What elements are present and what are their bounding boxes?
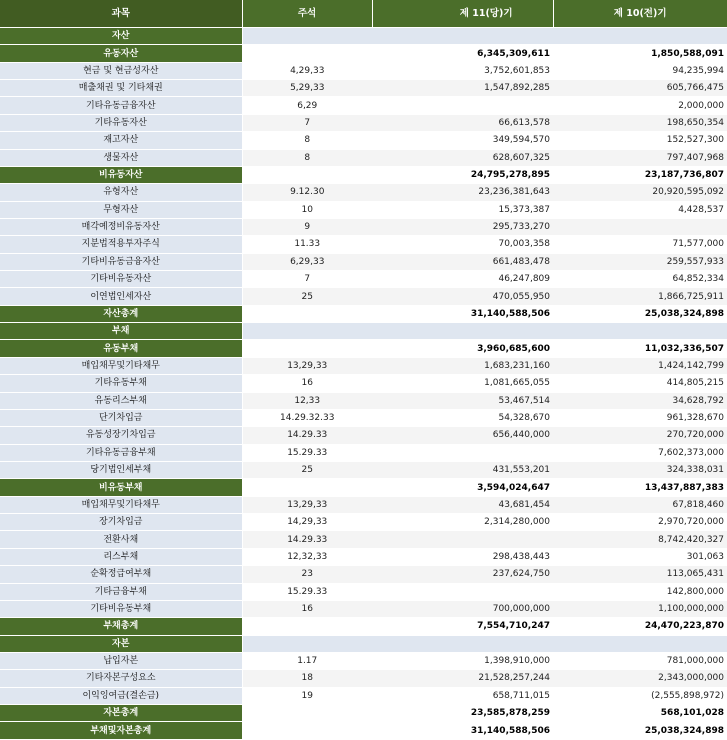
prior-period-cell: 24,470,223,870	[553, 618, 727, 635]
current-period-cell: 2,314,280,000	[372, 514, 553, 531]
table-row	[0, 236, 727, 253]
note-cell	[242, 45, 372, 62]
account-cell: 유동부채	[0, 340, 242, 357]
note-cell	[242, 618, 372, 635]
table-row	[0, 600, 727, 617]
prior-period-cell: 1,866,725,911	[553, 288, 727, 305]
account-cell: 자본	[0, 635, 242, 652]
account-cell: 유동리스부채	[0, 392, 242, 409]
account-cell: 장기차입금	[0, 514, 242, 531]
note-cell	[242, 28, 372, 45]
account-cell: 기타비유동자산	[0, 271, 242, 288]
account-cell: 생물자산	[0, 149, 242, 166]
note-cell	[242, 705, 372, 722]
prior-period-cell: 2,000,000	[553, 97, 727, 114]
prior-period-cell: 11,032,336,507	[553, 340, 727, 357]
table-row	[0, 80, 727, 97]
current-period-cell: 54,328,670	[372, 409, 553, 426]
current-period-cell: 24,795,278,895	[372, 166, 553, 183]
current-period-cell: 70,003,358	[372, 236, 553, 253]
table-row	[0, 271, 727, 288]
note-cell: 13,29,33	[242, 496, 372, 513]
header-account: 과목	[0, 0, 242, 28]
note-cell: 15.29.33	[242, 583, 372, 600]
table-row	[0, 427, 727, 444]
note-cell: 19	[242, 687, 372, 704]
current-period-cell	[372, 635, 553, 652]
prior-period-cell	[553, 323, 727, 340]
account-cell: 비유동부채	[0, 479, 242, 496]
account-cell: 기타비유동금융자산	[0, 253, 242, 270]
current-period-cell: 31,140,588,506	[372, 305, 553, 322]
account-cell: 비유동자산	[0, 166, 242, 183]
note-cell: 23	[242, 566, 372, 583]
current-period-cell: 295,733,270	[372, 218, 553, 235]
note-cell: 16	[242, 375, 372, 392]
prior-period-cell: 301,063	[553, 548, 727, 565]
note-cell	[242, 722, 372, 739]
note-cell: 12,32,33	[242, 548, 372, 565]
account-cell: 이익잉여금(결손금)	[0, 687, 242, 704]
current-period-cell: 6,345,309,611	[372, 45, 553, 62]
current-period-cell: 1,547,892,285	[372, 80, 553, 97]
current-period-cell	[372, 28, 553, 45]
table-row	[0, 409, 727, 426]
account-cell: 기타유동금융부채	[0, 444, 242, 461]
account-cell: 자산	[0, 28, 242, 45]
note-cell	[242, 635, 372, 652]
table-row	[0, 323, 727, 340]
prior-period-cell: 797,407,968	[553, 149, 727, 166]
prior-period-cell: (2,555,898,972)	[553, 687, 727, 704]
current-period-cell: 628,607,325	[372, 149, 553, 166]
account-cell: 순확정급여부채	[0, 566, 242, 583]
prior-period-cell: 23,187,736,807	[553, 166, 727, 183]
current-period-cell: 66,613,578	[372, 114, 553, 131]
prior-period-cell: 414,805,215	[553, 375, 727, 392]
table-row	[0, 45, 727, 62]
note-cell: 6,29,33	[242, 253, 372, 270]
account-cell: 기타자본구성요소	[0, 670, 242, 687]
header-current-period: 제 11(당)기	[372, 0, 553, 28]
table-row	[0, 444, 727, 461]
current-period-cell: 237,624,750	[372, 566, 553, 583]
table-row	[0, 305, 727, 322]
prior-period-cell: 71,577,000	[553, 236, 727, 253]
prior-period-cell: 605,766,475	[553, 80, 727, 97]
prior-period-cell: 20,920,595,092	[553, 184, 727, 201]
note-cell: 1.17	[242, 652, 372, 669]
current-period-cell: 1,683,231,160	[372, 357, 553, 374]
note-cell: 14.29.32.33	[242, 409, 372, 426]
note-cell: 16	[242, 600, 372, 617]
account-cell: 기타금융부채	[0, 583, 242, 600]
current-period-cell: 43,681,454	[372, 496, 553, 513]
note-cell	[242, 479, 372, 496]
table-row	[0, 635, 727, 652]
current-period-cell: 3,594,024,647	[372, 479, 553, 496]
account-cell: 현금 및 현금성자산	[0, 62, 242, 79]
table-row	[0, 62, 727, 79]
prior-period-cell: 568,101,028	[553, 705, 727, 722]
table-row	[0, 288, 727, 305]
table-row	[0, 340, 727, 357]
prior-period-cell: 781,000,000	[553, 652, 727, 669]
note-cell: 11.33	[242, 236, 372, 253]
prior-period-cell: 2,343,000,000	[553, 670, 727, 687]
account-cell: 부채총계	[0, 618, 242, 635]
current-period-cell: 298,438,443	[372, 548, 553, 565]
account-cell: 이연법인세자산	[0, 288, 242, 305]
note-cell: 14,29,33	[242, 514, 372, 531]
current-period-cell: 470,055,950	[372, 288, 553, 305]
prior-period-cell: 67,818,460	[553, 496, 727, 513]
table-row	[0, 722, 727, 739]
prior-period-cell: 1,850,588,091	[553, 45, 727, 62]
account-cell: 무형자산	[0, 201, 242, 218]
header-prior-period: 제 10(전)기	[553, 0, 727, 28]
prior-period-cell: 94,235,994	[553, 62, 727, 79]
note-cell: 13,29,33	[242, 357, 372, 374]
header-note: 주석	[242, 0, 372, 28]
current-period-cell	[372, 444, 553, 461]
note-cell	[242, 166, 372, 183]
current-period-cell: 23,236,381,643	[372, 184, 553, 201]
table-row	[0, 201, 727, 218]
table-row	[0, 357, 727, 374]
note-cell: 8	[242, 132, 372, 149]
note-cell	[242, 305, 372, 322]
prior-period-cell	[553, 218, 727, 235]
note-cell: 12,33	[242, 392, 372, 409]
note-cell: 6,29	[242, 97, 372, 114]
account-cell: 매각예정비유동자산	[0, 218, 242, 235]
table-row	[0, 652, 727, 669]
prior-period-cell: 152,527,300	[553, 132, 727, 149]
note-cell: 9.12.30	[242, 184, 372, 201]
account-cell: 매입채무및기타채무	[0, 496, 242, 513]
prior-period-cell: 198,650,354	[553, 114, 727, 131]
account-cell: 기타유동금융자산	[0, 97, 242, 114]
note-cell: 8	[242, 149, 372, 166]
prior-period-cell: 8,742,420,327	[553, 531, 727, 548]
prior-period-cell: 25,038,324,898	[553, 722, 727, 739]
current-period-cell: 15,373,387	[372, 201, 553, 218]
current-period-cell: 656,440,000	[372, 427, 553, 444]
account-cell: 납입자본	[0, 652, 242, 669]
account-cell: 매출채권 및 기타채권	[0, 80, 242, 97]
prior-period-cell: 259,557,933	[553, 253, 727, 270]
note-cell: 25	[242, 288, 372, 305]
current-period-cell: 431,553,201	[372, 461, 553, 478]
prior-period-cell: 1,100,000,000	[553, 600, 727, 617]
table-row	[0, 149, 727, 166]
prior-period-cell	[553, 28, 727, 45]
current-period-cell: 53,467,514	[372, 392, 553, 409]
account-cell: 유동자산	[0, 45, 242, 62]
current-period-cell: 23,585,878,259	[372, 705, 553, 722]
account-cell: 자산총계	[0, 305, 242, 322]
prior-period-cell: 142,800,000	[553, 583, 727, 600]
note-cell: 14.29.33	[242, 531, 372, 548]
note-cell	[242, 340, 372, 357]
table-row	[0, 670, 727, 687]
note-cell: 25	[242, 461, 372, 478]
prior-period-cell: 34,628,792	[553, 392, 727, 409]
current-period-cell	[372, 323, 553, 340]
current-period-cell	[372, 583, 553, 600]
account-cell: 지분법적용투자주식	[0, 236, 242, 253]
account-cell: 유형자산	[0, 184, 242, 201]
note-cell: 7	[242, 114, 372, 131]
table-row	[0, 97, 727, 114]
table-row	[0, 253, 727, 270]
current-period-cell: 661,483,478	[372, 253, 553, 270]
table-row	[0, 28, 727, 45]
current-period-cell: 46,247,809	[372, 271, 553, 288]
table-row	[0, 618, 727, 635]
table-row	[0, 566, 727, 583]
table-row	[0, 114, 727, 131]
prior-period-cell: 64,852,334	[553, 271, 727, 288]
table-row	[0, 496, 727, 513]
current-period-cell: 658,711,015	[372, 687, 553, 704]
account-cell: 단기차입금	[0, 409, 242, 426]
prior-period-cell: 4,428,537	[553, 201, 727, 218]
header-row	[0, 0, 727, 28]
table-row	[0, 461, 727, 478]
account-cell: 유동성장기차입금	[0, 427, 242, 444]
table-row	[0, 514, 727, 531]
current-period-cell: 349,594,570	[372, 132, 553, 149]
account-cell: 전환사채	[0, 531, 242, 548]
table-row	[0, 375, 727, 392]
prior-period-cell: 324,338,031	[553, 461, 727, 478]
prior-period-cell: 1,424,142,799	[553, 357, 727, 374]
table-row	[0, 687, 727, 704]
account-cell: 부채및자본총계	[0, 722, 242, 739]
prior-period-cell	[553, 635, 727, 652]
prior-period-cell: 961,328,670	[553, 409, 727, 426]
current-period-cell: 1,398,910,000	[372, 652, 553, 669]
table-body	[0, 28, 727, 740]
account-cell: 기타유동부채	[0, 375, 242, 392]
current-period-cell: 21,528,257,244	[372, 670, 553, 687]
account-cell: 재고자산	[0, 132, 242, 149]
account-cell: 기타유동자산	[0, 114, 242, 131]
table-row	[0, 479, 727, 496]
note-cell: 14.29.33	[242, 427, 372, 444]
table-row	[0, 166, 727, 183]
note-cell: 15.29.33	[242, 444, 372, 461]
note-cell: 9	[242, 218, 372, 235]
current-period-cell: 3,752,601,853	[372, 62, 553, 79]
prior-period-cell: 7,602,373,000	[553, 444, 727, 461]
note-cell: 4,29,33	[242, 62, 372, 79]
account-cell: 기타비유동부채	[0, 600, 242, 617]
table-row	[0, 548, 727, 565]
note-cell: 5,29,33	[242, 80, 372, 97]
note-cell	[242, 323, 372, 340]
account-cell: 당기법인세부채	[0, 461, 242, 478]
note-cell: 10	[242, 201, 372, 218]
account-cell: 매입채무및기타채무	[0, 357, 242, 374]
account-cell: 자본총계	[0, 705, 242, 722]
prior-period-cell: 2,970,720,000	[553, 514, 727, 531]
current-period-cell: 7,554,710,247	[372, 618, 553, 635]
table-row	[0, 184, 727, 201]
prior-period-cell: 270,720,000	[553, 427, 727, 444]
prior-period-cell: 13,437,887,383	[553, 479, 727, 496]
note-cell: 18	[242, 670, 372, 687]
current-period-cell: 700,000,000	[372, 600, 553, 617]
table-row	[0, 392, 727, 409]
current-period-cell	[372, 531, 553, 548]
table-row	[0, 132, 727, 149]
prior-period-cell: 113,065,431	[553, 566, 727, 583]
table-row	[0, 218, 727, 235]
table-row	[0, 583, 727, 600]
table-row	[0, 705, 727, 722]
current-period-cell	[372, 97, 553, 114]
current-period-cell: 1,081,665,055	[372, 375, 553, 392]
account-cell: 리스부채	[0, 548, 242, 565]
table-row	[0, 531, 727, 548]
current-period-cell: 3,960,685,600	[372, 340, 553, 357]
prior-period-cell: 25,038,324,898	[553, 305, 727, 322]
current-period-cell: 31,140,588,506	[372, 722, 553, 739]
account-cell: 부채	[0, 323, 242, 340]
note-cell: 7	[242, 271, 372, 288]
